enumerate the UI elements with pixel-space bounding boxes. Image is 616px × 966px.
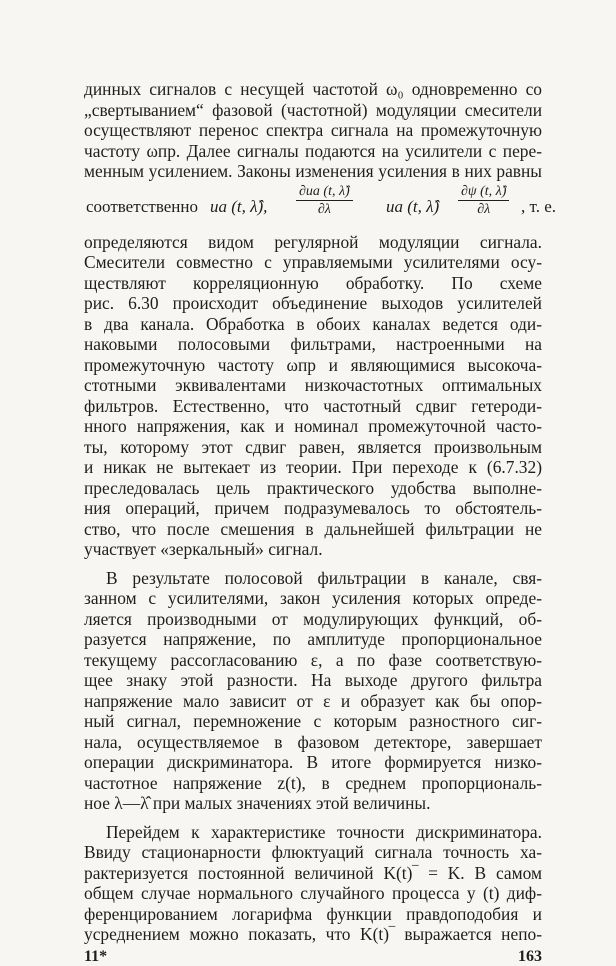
text-line: в два канала. Обработка в обоих каналах ведется оди- [84,313,542,334]
text-line: ство, что после смешения в дальнейшей фильтрации не [84,518,542,539]
text-line: рактеризуется постоянной величиной K(t)‾ = K. В самом [84,862,542,883]
text-line: наковыми полосовыми фильтрами, настроенными на [84,334,542,354]
text-line: ное λ—λ̂ при малых значениях этой величины. [84,793,431,813]
text-line: динных сигналов с несущей частотой ω₀ одновременно со [84,79,542,99]
text-line: нала, осуществляемое в фазовом детекторе, завершает [84,731,542,752]
text-line: текущему рассогласованию ε, а по фазе соответствую- [84,649,542,670]
fraction-1-numerator: ∂uа (t, λ̂) [296,183,353,201]
text-line: ный сигнал, перемножение с которым разностного сиг- [84,711,542,731]
text-line: осуществляют перенос спектра сигнала на промежуточную [84,120,542,140]
text-line: стотными эквивалентами низкочастотных оптимальных [84,375,542,395]
fraction-1-denominator: ∂λ [317,201,331,217]
fraction-1 [296,183,353,218]
text-line: частоту ωпр. Далее сигналы подаются на усилители с пере- [84,140,542,161]
equation-tail: , т. е. [521,196,556,216]
equation-line [86,183,556,231]
text-line: В результате полосовой фильтрации в канале, свя- [106,567,542,588]
text-line: преследовалась цель практического удобства выполне- [84,477,542,498]
text-line: разуется напряжение, по амплитуде пропорциональное [84,629,542,649]
text-line: ференцированием логарифма функции правдоподобия и [84,903,542,924]
text-line: усреднением можно показать, что K(t)‾ выражается непо- [84,924,542,944]
text-line: операции дискриминатора. В итоге формируется низко- [84,752,542,772]
text-line: участвует «зеркальный» сигнал. [84,539,323,559]
text-line: ты, которому этот сдвиг равен, является произвольным [84,436,542,457]
text-line: частотное напряжение z(t), в среднем пропорциональ- [84,772,542,793]
signature-mark: 11* [84,947,108,965]
equation-lead: соответственно [86,196,199,216]
text-line: ния операций, причем подразумевалось то обстоятель- [84,498,542,518]
text-line: Перейдем к характеристике точности дискриминатора. [106,821,542,842]
fraction-2 [458,183,509,218]
text-line: фильтров. Естественно, что частотный сдвиг гетероди- [84,395,542,416]
text-line: промежуточную частоту ωпр и являющимися высокоча- [84,354,542,375]
text-line: и никак не вытекает из теории. При переходе к (6.7.32) [84,457,542,477]
text-line: Смесители совместно с управляемыми усилителями осу- [84,252,542,272]
text-line: определяются видом регулярной модуляции сигнала. [84,231,542,252]
text-line: Ввиду стационарности флюктуаций сигнала точность ха- [84,842,542,862]
equation-term-2: uа (t, λ̂) [386,196,440,216]
text-line: общем случае нормального случайного процесса y (t) диф- [84,883,542,903]
text-line: ляется производными от модулирующих функций, об- [84,608,542,629]
text-line: рис. 6.30 происходит объединение выходов усилителей [84,293,542,313]
page-number: 163 [518,947,542,965]
text-line: ществляют корреляционную обработку. По схеме [84,272,542,293]
text-line: щее знаку этой разности. На выходе другого фильтра [84,670,542,690]
text-line: напряжение мало зависит от ε и образует как бы опор- [84,690,542,711]
text-line: менным усилением. Законы изменения усиления в них равны [84,161,542,181]
text-line: нного напряжения, как и номинал промежуточной часто- [84,416,542,436]
fraction-2-numerator: ∂ψ (t, λ̂) [458,183,509,201]
fraction-2-denominator: ∂λ [477,201,491,217]
equation-term-1: uа (t, λ̂), [210,196,268,216]
text-line: „свертыванием“ фазовой (частотной) модуляции смесители [84,99,542,120]
text-line: занном с усилителями, закон усиления которых опреде- [84,588,542,608]
